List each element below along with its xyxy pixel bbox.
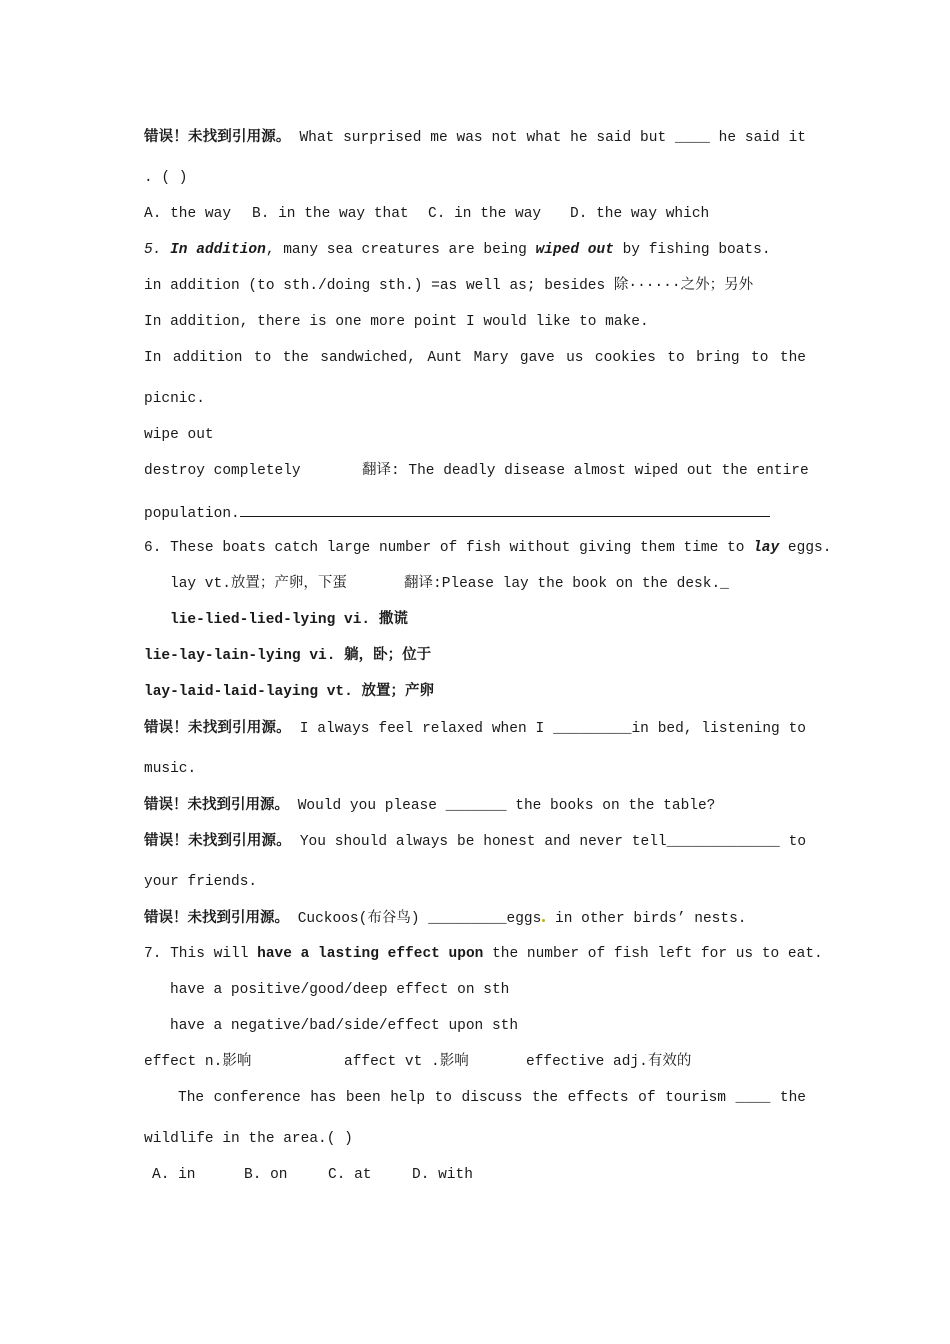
phrase-positive-effect: have a positive/good/deep effect on sth xyxy=(170,982,510,998)
item7-pre: 7. This will xyxy=(144,946,258,962)
item6-end: eggs. xyxy=(779,540,832,556)
verb-form-lie-lay: lie-lay-lain-lying vi. 躺，卧；位于 xyxy=(144,648,432,664)
error-prefix: 错误！未找到引用源。 xyxy=(144,910,289,926)
item5-sentence xyxy=(144,240,806,260)
error-prefix: 错误！未找到引用源。 xyxy=(144,797,289,813)
item6-text: 6. These boats catch large number of fish without giving them time to xyxy=(144,540,754,556)
example-continuation: picnic. xyxy=(144,391,205,407)
verb-form-lay-laid: lay-laid-laid-laying vt. 放置；产卵 xyxy=(144,684,435,700)
item5-mid: , many sea creatures are being xyxy=(265,242,536,258)
option-b: B. on xyxy=(244,1167,288,1183)
option-d: D. with xyxy=(412,1167,473,1183)
question-text: What surprised me was not what he said but ____ he said it xyxy=(299,130,807,146)
translation-continuation: population. xyxy=(144,506,240,522)
word-forms-line xyxy=(144,1052,806,1072)
verb-form-lie-lied: lie-lied-lied-lying vi. 撒谎 xyxy=(170,612,408,628)
item7-question-continuation: wildlife in the area.( ) xyxy=(144,1131,353,1147)
question-line xyxy=(144,127,806,148)
lay-definition-line xyxy=(170,574,806,594)
exercise-continuation: your friends. xyxy=(144,874,258,890)
exercise-text: I always feel relaxed when I _________in bed, listening to xyxy=(299,721,807,737)
translation-answer-line xyxy=(144,502,806,524)
item7-sentence xyxy=(144,944,823,964)
marker-dot xyxy=(542,919,545,922)
exercise-line xyxy=(144,795,806,816)
error-prefix: 错误！未找到引用源。 xyxy=(144,833,291,849)
word-lay: lay xyxy=(753,540,780,556)
lay-definition: lay vt.放置；产卵，下蛋 xyxy=(170,576,347,592)
translation-prompt: 翻译: The deadly disease almost wiped out the entire xyxy=(362,463,809,479)
phrase-wiped-out: wiped out xyxy=(535,242,614,258)
item5-end: by fishing boats. xyxy=(613,242,771,258)
option-c: C. in the way xyxy=(428,206,542,222)
exercise-line xyxy=(144,831,806,852)
error-prefix: 错误！未找到引用源。 xyxy=(144,720,291,736)
item7-key-phrase: have a lasting effect upon xyxy=(257,946,484,962)
word-effect: effect n.影响 xyxy=(144,1054,252,1070)
wipe-out-heading: wipe out xyxy=(144,427,214,443)
exercise-text: You should always be honest and never tell_____________ to xyxy=(299,834,807,850)
wipe-out-definition: destroy completely xyxy=(144,463,301,479)
lay-translation: 翻译:Please lay the book on the desk._ xyxy=(404,576,729,592)
word-affect: affect vt .影响 xyxy=(344,1054,469,1070)
question-continuation: . ( ) xyxy=(144,170,188,186)
error-prefix: 错误！未找到引用源。 xyxy=(144,129,291,145)
item7-question: The conference has been help to discuss the effects of tourism ____ the xyxy=(178,1090,806,1106)
option-b: B. in the way that xyxy=(252,206,409,222)
exercise-text: Would you please _______ the books on the table? xyxy=(297,798,716,814)
exercise-text: Cuckoos(布谷鸟) _________eggs xyxy=(297,911,542,927)
option-c: C. at xyxy=(328,1167,372,1183)
option-d: D. the way which xyxy=(570,206,710,222)
phrase-in-addition: In addition xyxy=(170,242,266,258)
exercise-continuation: music. xyxy=(144,761,197,777)
exercise-line xyxy=(144,718,806,739)
option-a: A. in xyxy=(152,1167,196,1183)
wipe-out-definition-line xyxy=(144,461,809,481)
phrase-negative-effect: have a negative/bad/side/effect upon sth xyxy=(170,1018,519,1034)
answer-blank[interactable] xyxy=(240,502,770,517)
exercise-text-end: in other birds’ nests. xyxy=(546,911,747,927)
options-row xyxy=(144,204,806,224)
example-line: In addition, there is one more point I would like to make. xyxy=(144,314,649,330)
word-effective: effective adj.有效的 xyxy=(526,1054,692,1070)
item6-sentence xyxy=(144,538,832,558)
in-addition-definition: in addition (to sth./doing sth.) =as well as; besides 除······之外；另外 xyxy=(144,278,754,294)
item5-number: 5. xyxy=(144,242,162,258)
item7-post: the number of fish left for us to eat. xyxy=(483,946,823,962)
item7-options-row xyxy=(152,1165,806,1185)
example-line: In addition to the sandwiched, Aunt Mary gave us cookies to bring to the xyxy=(144,350,806,366)
exercise-line xyxy=(144,908,806,929)
option-a: A. the way xyxy=(144,206,232,222)
